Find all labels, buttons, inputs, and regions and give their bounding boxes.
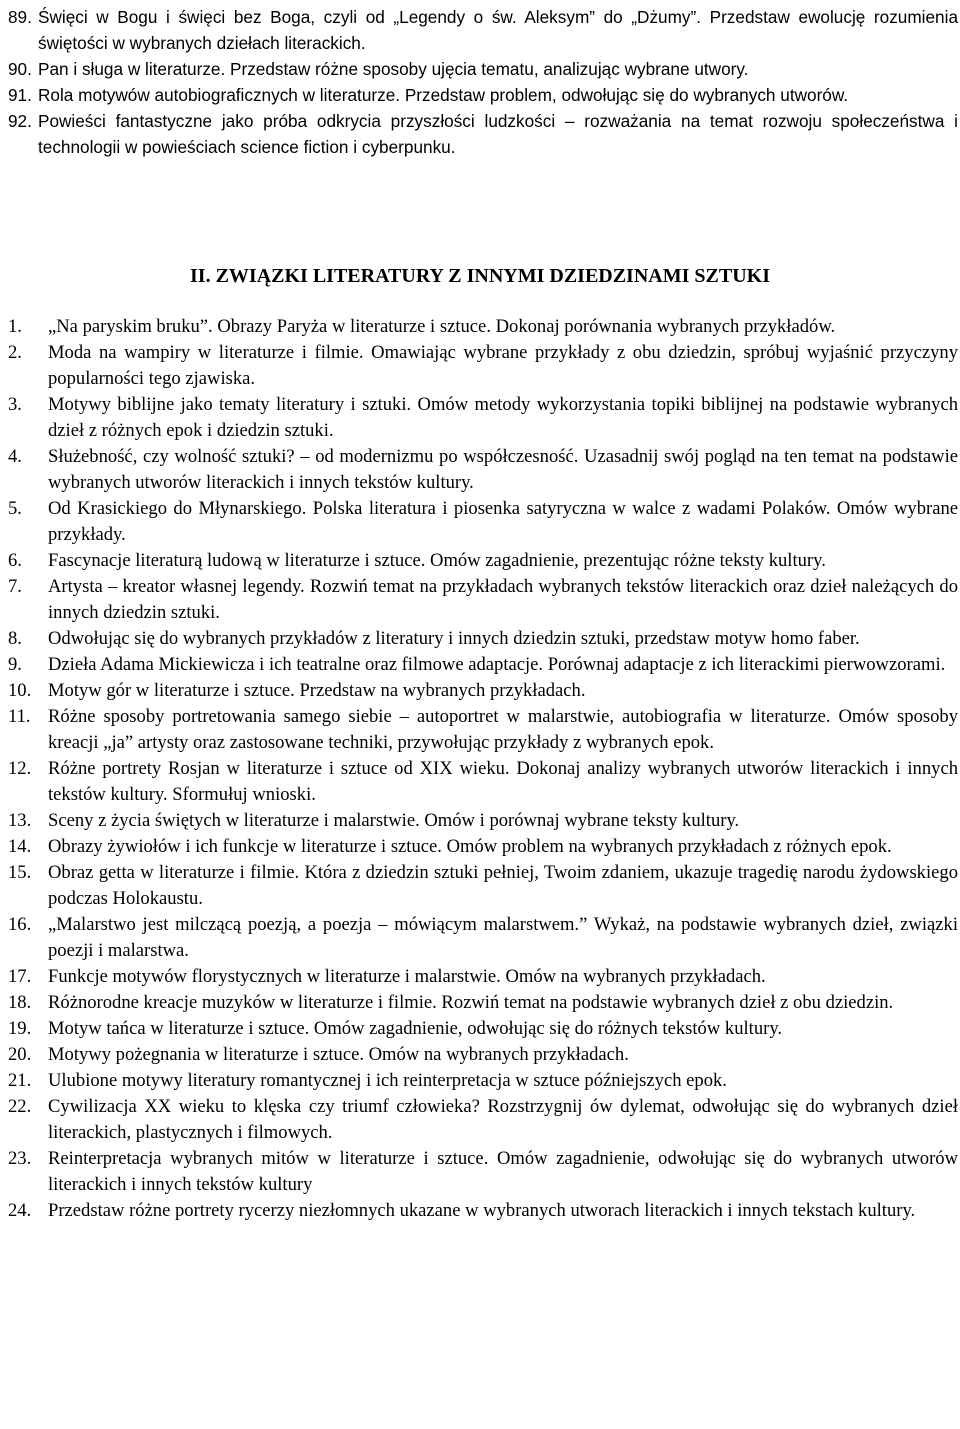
item-text: Różne portrety Rosjan w literaturze i sztuce od XIX wieku. Dokonaj analizy wybranych utworów literackich i innych tekstów kultury. Sformułuj wnioski. xyxy=(48,758,958,805)
list-item xyxy=(8,964,958,990)
list-item xyxy=(8,1016,958,1042)
item-text: „Na paryskim bruku”. Obrazy Paryża w literaturze i sztuce. Dokonaj porównania wybranych przykładów. xyxy=(48,316,836,337)
item-number: 24. xyxy=(8,1200,32,1221)
item-number: 91. xyxy=(8,85,32,105)
item-text: Motyw tańca w literaturze i sztuce. Omów zagadnienie, odwołując się do różnych tekstów kultury. xyxy=(48,1018,783,1039)
list-item xyxy=(8,4,958,56)
item-number: 20. xyxy=(8,1044,32,1065)
item-number: 3. xyxy=(8,394,22,415)
item-text: Cywilizacja XX wieku to klęska czy triumf człowieka? Rozstrzygnij ów dylemat, odwołując się do wybranych dzieł literackich, plastycznych i filmowych. xyxy=(48,1096,958,1143)
item-text: Powieści fantastyczne jako próba odkrycia przyszłości ludzkości – rozważania na temat rozwoju społeczeństwa i technologii w powieściach science fiction i cyberpunku. xyxy=(38,111,958,157)
item-text: Obraz getta w literaturze i filmie. Która z dziedzin sztuki pełniej, Twoim zdaniem, ukazuje tragedię narodu żydowskiego podczas Holokaustu. xyxy=(48,862,958,909)
item-number: 89. xyxy=(8,7,32,27)
item-number: 16. xyxy=(8,914,32,935)
list-item xyxy=(8,1042,958,1068)
item-text: Służebność, czy wolność sztuki? – od modernizmu po współczesność. Uzasadnij swój pogląd na ten temat na podstawie wybranych utworów literackich i innych tekstów kultury. xyxy=(48,446,958,493)
item-number: 1. xyxy=(8,316,22,337)
list-item xyxy=(8,1198,958,1224)
list-item xyxy=(8,860,958,912)
list-item xyxy=(8,574,958,626)
item-text: „Malarstwo jest milczącą poezją, a poezja – mówiącym malarstwem.” Wykaż, na podstawie wybranych dzieł, związki poezji i malarstwa. xyxy=(48,914,958,961)
item-number: 18. xyxy=(8,992,32,1013)
item-number: 11. xyxy=(8,706,31,727)
item-text: Motywy biblijne jako tematy literatury i sztuki. Omów metody wykorzystania topiki biblijnej na podstawie wybranych dzieł z różnych epok i dziedzin sztuki. xyxy=(48,394,958,441)
item-number: 19. xyxy=(8,1018,32,1039)
list-item xyxy=(8,990,958,1016)
item-text: Obrazy żywiołów i ich funkcje w literaturze i sztuce. Omów problem na wybranych przykładach z różnych epok. xyxy=(48,836,892,857)
item-text: Różnorodne kreacje muzyków w literaturze i filmie. Rozwiń temat na podstawie wybranych dzieł z obu dziedzin. xyxy=(48,992,894,1013)
list-item xyxy=(8,548,958,574)
item-number: 6. xyxy=(8,550,22,571)
item-text: Rola motywów autobiograficznych w literaturze. Przedstaw problem, odwołując się do wybranych utworów. xyxy=(38,85,849,105)
item-text: Reinterpretacja wybranych mitów w literaturze i sztuce. Omów zagadnienie, odwołując się do wybranych utworów literackich i innych tekstów kultury xyxy=(48,1148,958,1195)
topic-list-section-2 xyxy=(8,314,958,1224)
list-item xyxy=(8,56,958,82)
item-number: 22. xyxy=(8,1096,32,1117)
list-item xyxy=(8,1094,958,1146)
item-number: 8. xyxy=(8,628,22,649)
item-number: 4. xyxy=(8,446,22,467)
item-number: 15. xyxy=(8,862,32,883)
item-number: 14. xyxy=(8,836,32,857)
item-number: 90. xyxy=(8,59,32,79)
item-text: Pan i sługa w literaturze. Przedstaw różne sposoby ujęcia tematu, analizując wybrane utwory. xyxy=(38,59,749,79)
list-item xyxy=(8,1068,958,1094)
list-item xyxy=(8,626,958,652)
list-item xyxy=(8,108,958,160)
list-item xyxy=(8,496,958,548)
list-item xyxy=(8,808,958,834)
item-text: Dzieła Adama Mickiewicza i ich teatralne oraz filmowe adaptacje. Porównaj adaptacje z ich literackimi pierwowzorami. xyxy=(48,654,946,675)
item-text: Przedstaw różne portrety rycerzy niezłomnych ukazane w wybranych utworach literackich i innych tekstach kultury. xyxy=(48,1200,916,1221)
item-number: 7. xyxy=(8,576,22,597)
item-number: 2. xyxy=(8,342,22,363)
list-item xyxy=(8,340,958,392)
list-item xyxy=(8,756,958,808)
list-item xyxy=(8,834,958,860)
item-text: Święci w Bogu i święci bez Boga, czyli od „Legendy o św. Aleksym” do „Dżumy”. Przedstaw ewolucję rozumienia świętości w wybranych dziełach literackich. xyxy=(38,7,958,53)
list-item xyxy=(8,912,958,964)
item-number: 5. xyxy=(8,498,22,519)
topic-list-section-1 xyxy=(8,4,958,160)
item-text: Fascynacje literaturą ludową w literaturze i sztuce. Omów zagadnienie, prezentując różne teksty kultury. xyxy=(48,550,826,571)
list-item xyxy=(8,704,958,756)
item-number: 9. xyxy=(8,654,22,675)
item-number: 17. xyxy=(8,966,32,987)
list-item xyxy=(8,652,958,678)
list-item xyxy=(8,444,958,496)
list-item xyxy=(8,1146,958,1198)
item-text: Funkcje motywów florystycznych w literaturze i malarstwie. Omów na wybranych przykładach. xyxy=(48,966,766,987)
item-text: Artysta – kreator własnej legendy. Rozwiń temat na przykładach wybranych tekstów literackich oraz dzieł należących do innych dziedzin sztuki. xyxy=(48,576,958,623)
item-text: Różne sposoby portretowania samego siebie – autoportret w malarstwie, autobiografia w literaturze. Omów sposoby kreacji „ja” artysty oraz zastosowane techniki, przywołując przykłady z wybranych epok. xyxy=(48,706,958,753)
item-text: Ulubione motywy literatury romantycznej i ich reinterpretacja w sztuce późniejszych epok. xyxy=(48,1070,727,1091)
list-item xyxy=(8,314,958,340)
list-item xyxy=(8,392,958,444)
item-text: Motyw gór w literaturze i sztuce. Przedstaw na wybranych przykładach. xyxy=(48,680,586,701)
section-heading: II. ZWIĄZKI LITERATURY Z INNYMI DZIEDZINAMI SZTUKI xyxy=(190,265,770,287)
item-number: 23. xyxy=(8,1148,32,1169)
item-text: Sceny z życia świętych w literaturze i malarstwie. Omów i porównaj wybrane teksty kultury. xyxy=(48,810,740,831)
item-text: Moda na wampiry w literaturze i filmie. Omawiając wybrane przykłady z obu dziedzin, spróbuj wyjaśnić przyczyny popularności tego zjawiska. xyxy=(48,342,958,389)
item-text: Od Krasickiego do Młynarskiego. Polska literatura i piosenka satyryczna w walce z wadami Polaków. Omów wybrane przykłady. xyxy=(48,498,958,545)
item-number: 13. xyxy=(8,810,32,831)
item-number: 21. xyxy=(8,1070,32,1091)
item-number: 92. xyxy=(8,111,32,131)
item-number: 10. xyxy=(8,680,32,701)
item-text: Odwołując się do wybranych przykładów z literatury i innych dziedzin sztuki, przedstaw motyw homo faber. xyxy=(48,628,860,649)
item-text: Motywy pożegnania w literaturze i sztuce. Omów na wybranych przykładach. xyxy=(48,1044,629,1065)
list-item xyxy=(8,678,958,704)
list-item xyxy=(8,82,958,108)
item-number: 12. xyxy=(8,758,32,779)
